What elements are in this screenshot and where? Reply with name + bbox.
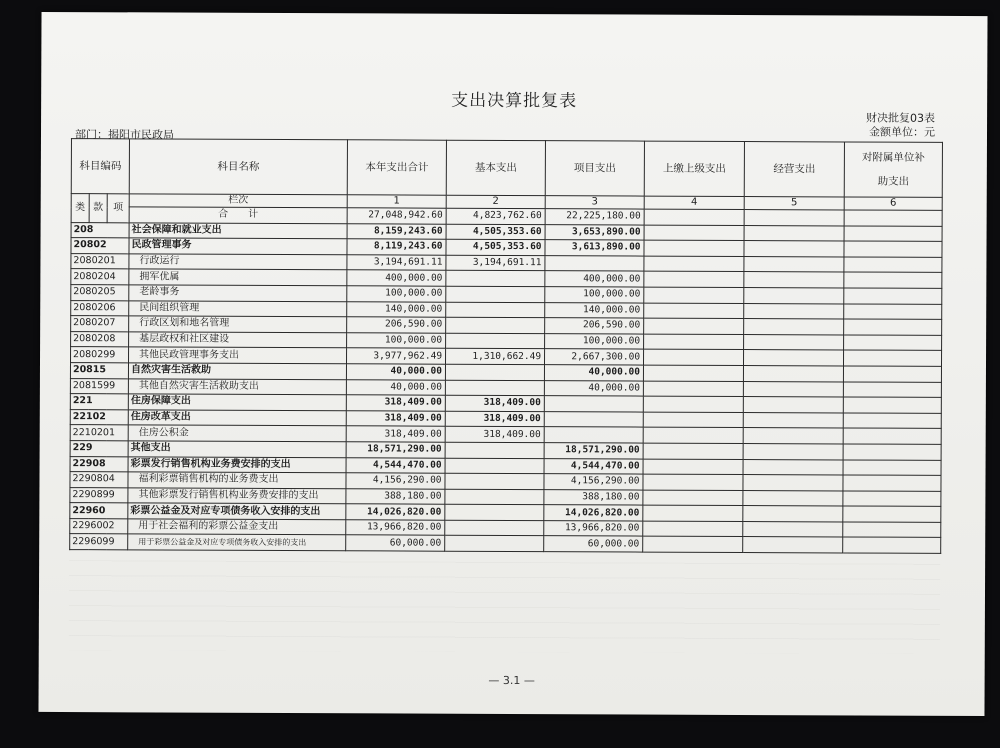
row-basic [445, 504, 544, 520]
row-code: 2081599 [70, 378, 128, 394]
row-total: 3,977,962.49 [347, 348, 446, 364]
row-code: 229 [70, 440, 128, 456]
header-kuan: 款 [89, 194, 107, 223]
row-basic [445, 489, 544, 505]
total-subsidy [844, 210, 942, 226]
row-name: 自然灾害生活救助 [128, 363, 346, 380]
row-upper [643, 490, 743, 506]
total-business [744, 210, 844, 226]
row-business [744, 241, 844, 257]
row-name: 其他自然灾害生活救助支出 [128, 378, 346, 395]
row-subsidy [843, 413, 941, 429]
row-basic [445, 473, 544, 489]
row-name: 其他民政管理事务支出 [129, 347, 347, 364]
row-upper [643, 381, 743, 397]
row-total: 400,000.00 [347, 270, 446, 286]
row-name: 彩票公益金及对应专项债务收入安排的支出 [128, 503, 346, 520]
header-project: 项目支出 [545, 141, 644, 196]
row-basic [445, 364, 544, 380]
total-label: 合 计 [129, 207, 347, 224]
row-name: 其他支出 [128, 441, 346, 458]
row-subsidy [844, 272, 942, 288]
row-subsidy [844, 241, 942, 257]
row-name: 老龄事务 [129, 285, 347, 302]
row-name: 用于彩票公益金及对应专项债务收入安排的支出 [128, 534, 346, 551]
row-total: 140,000.00 [347, 301, 446, 317]
row-name: 住房公积金 [128, 425, 346, 442]
col-index-4: 4 [644, 196, 744, 209]
row-subsidy [843, 522, 941, 538]
row-business [743, 412, 843, 428]
row-basic [446, 286, 545, 302]
row-total: 8,159,243.60 [347, 223, 446, 239]
row-subsidy [843, 428, 941, 444]
row-business [743, 537, 843, 553]
row-total: 100,000.00 [347, 286, 446, 302]
header-basic: 基本支出 [446, 140, 545, 195]
row-name: 其他彩票发行销售机构业务费安排的支出 [128, 488, 346, 505]
row-name: 彩票发行销售机构业务费安排的支出 [128, 456, 346, 473]
row-code: 2080299 [71, 347, 129, 363]
row-total: 4,156,290.00 [346, 473, 445, 489]
page-number: — 3.1 — [488, 673, 535, 688]
row-total: 4,544,470.00 [346, 457, 445, 473]
row-name: 基层政权和社区建设 [129, 332, 347, 349]
row-code: 2080206 [71, 300, 129, 316]
row-subsidy [844, 257, 942, 273]
row-total: 13,966,820.00 [346, 520, 445, 536]
row-business [743, 365, 843, 381]
row-name: 住房改革支出 [128, 410, 346, 427]
row-business [744, 303, 844, 319]
row-basic: 1,310,662.49 [446, 349, 545, 365]
row-project: 4,156,290.00 [544, 474, 643, 490]
row-total: 206,590.00 [347, 317, 446, 333]
total-basic: 4,823,762.60 [446, 208, 545, 224]
row-basic: 318,409.00 [445, 427, 544, 443]
col-index-2: 2 [446, 195, 545, 208]
row-business [743, 506, 843, 522]
row-subsidy [843, 381, 941, 397]
row-code: 2080201 [71, 253, 129, 269]
row-business [744, 256, 844, 272]
row-code: 2296002 [70, 518, 128, 534]
row-total: 18,571,290.00 [346, 442, 445, 458]
row-upper [644, 225, 744, 241]
row-business [743, 381, 843, 397]
row-project: 40,000.00 [544, 365, 643, 381]
row-upper [644, 303, 744, 319]
row-basic [445, 458, 544, 474]
row-project: 3,653,890.00 [545, 224, 644, 240]
row-business [743, 521, 843, 537]
row-total: 388,180.00 [346, 488, 445, 504]
row-total: 8,119,243.60 [347, 239, 446, 255]
total-total: 27,048,942.60 [347, 208, 446, 224]
row-code: 22102 [70, 409, 128, 425]
department-label: 部门：揭阳市民政局 [74, 128, 175, 142]
row-total: 100,000.00 [347, 333, 446, 349]
row-total: 40,000.00 [346, 364, 445, 380]
row-upper [643, 443, 743, 459]
row-code: 20802 [71, 238, 129, 254]
row-code: 2210201 [70, 425, 128, 441]
row-project: 2,667,300.00 [545, 349, 644, 365]
row-code: 221 [70, 394, 128, 410]
document-page [38, 12, 987, 716]
row-upper [644, 318, 744, 334]
row-code: 208 [71, 222, 129, 238]
header-business: 经营支出 [744, 142, 844, 197]
row-business [743, 428, 843, 444]
row-code: 2080204 [71, 269, 129, 285]
row-code: 2290804 [70, 472, 128, 488]
total-project: 22,225,180.00 [545, 209, 644, 225]
row-name: 福利彩票销售机构的业务费支出 [128, 472, 346, 489]
row-subsidy [843, 491, 941, 507]
row-project: 100,000.00 [545, 287, 644, 303]
row-project: 14,026,820.00 [544, 505, 643, 521]
header-name: 科目名称 [129, 139, 347, 195]
row-basic: 3,194,691.11 [446, 255, 545, 271]
col-index-1: 1 [347, 195, 446, 208]
row-upper [644, 240, 744, 256]
header-xiang: 项 [107, 194, 129, 223]
row-subsidy [844, 288, 942, 304]
row-name: 行政运行 [129, 254, 347, 271]
row-basic [445, 520, 544, 536]
expenditure-table-wrap [69, 138, 942, 554]
row-upper [644, 334, 744, 350]
row-subsidy [843, 506, 941, 522]
row-subsidy [844, 335, 942, 351]
row-name: 用于社会福利的彩票公益金支出 [128, 519, 346, 536]
row-basic: 318,409.00 [445, 411, 544, 427]
row-subsidy [843, 475, 941, 491]
row-business [743, 490, 843, 506]
row-project: 13,966,820.00 [544, 521, 643, 537]
row-business [743, 443, 843, 459]
row-business [743, 397, 843, 413]
row-project: 100,000.00 [545, 333, 644, 349]
header-subsidy: 对附属单位补助支出 [844, 142, 942, 197]
row-code: 2290899 [70, 487, 128, 503]
row-project: 400,000.00 [545, 271, 644, 287]
row-upper [643, 365, 743, 381]
header-total: 本年支出合计 [347, 140, 446, 195]
row-business [744, 350, 844, 366]
row-basic [445, 536, 544, 552]
row-basic [446, 302, 545, 318]
row-upper [643, 427, 743, 443]
row-subsidy [844, 350, 942, 366]
row-code: 2296099 [70, 534, 128, 550]
row-business [744, 334, 844, 350]
row-total: 14,026,820.00 [346, 504, 445, 520]
row-total: 40,000.00 [346, 379, 445, 395]
row-business [743, 459, 843, 475]
row-project: 3,613,890.00 [545, 240, 644, 256]
row-code: 20815 [70, 363, 128, 379]
row-upper [643, 521, 743, 537]
row-subsidy [843, 459, 941, 475]
row-code: 2080208 [71, 331, 129, 347]
row-project: 4,544,470.00 [544, 458, 643, 474]
header-code: 科目编码 [71, 139, 129, 194]
row-basic [446, 317, 545, 333]
row-business [743, 475, 843, 491]
row-basic: 4,505,353.60 [446, 224, 545, 240]
row-basic [446, 271, 545, 287]
row-code: 2080205 [71, 285, 129, 301]
row-project: 140,000.00 [545, 302, 644, 318]
row-project: 40,000.00 [544, 380, 643, 396]
row-name: 拥军优属 [129, 269, 347, 286]
row-subsidy [844, 304, 942, 320]
row-subsidy [843, 397, 941, 413]
row-name: 住房保障支出 [128, 394, 346, 411]
row-upper [643, 474, 743, 490]
row-business [744, 272, 844, 288]
row-name: 行政区划和地名管理 [129, 316, 347, 333]
row-basic [445, 380, 544, 396]
col-index-3: 3 [545, 196, 644, 209]
row-project [544, 396, 643, 412]
col-index-5: 5 [744, 197, 844, 210]
row-project: 388,180.00 [544, 489, 643, 505]
row-subsidy [843, 444, 941, 460]
row-subsidy [843, 537, 941, 553]
row-total: 3,194,691.11 [347, 255, 446, 271]
row-name: 民政管理事务 [129, 238, 347, 255]
row-project [544, 427, 643, 443]
row-basic [446, 333, 545, 349]
row-upper [644, 349, 744, 365]
row-business [744, 319, 844, 335]
row-project: 206,590.00 [545, 318, 644, 334]
table-row [70, 534, 941, 553]
row-upper [643, 412, 743, 428]
row-upper [644, 256, 744, 272]
row-upper [643, 537, 743, 553]
row-basic [445, 442, 544, 458]
row-project: 18,571,290.00 [544, 443, 643, 459]
row-upper [643, 396, 743, 412]
amount-unit: 金额单位：元 [868, 125, 936, 139]
row-total: 318,409.00 [346, 426, 445, 442]
row-upper [643, 505, 743, 521]
row-project [545, 255, 644, 271]
document-title: 支出决算批复表 [451, 90, 578, 112]
row-business [744, 287, 844, 303]
bleed-through-lines [69, 560, 940, 654]
row-subsidy [843, 366, 941, 382]
total-upper [644, 209, 744, 225]
row-total: 318,409.00 [346, 410, 445, 426]
header-lei: 类 [71, 194, 89, 223]
row-code: 2080207 [71, 316, 129, 332]
row-name: 民间组织管理 [129, 300, 347, 317]
row-subsidy [844, 226, 942, 242]
row-basic: 4,505,353.60 [446, 239, 545, 255]
row-project [544, 411, 643, 427]
row-total: 60,000.00 [346, 535, 445, 551]
expenditure-table [69, 138, 943, 554]
row-upper [643, 459, 743, 475]
row-upper [644, 287, 744, 303]
col-index-6: 6 [844, 197, 942, 210]
row-upper [644, 271, 744, 287]
row-business [744, 225, 844, 241]
row-project: 60,000.00 [544, 536, 643, 552]
document-code: 财决批复03表 [866, 111, 936, 125]
row-name: 社会保障和就业支出 [129, 222, 347, 239]
row-code: 22908 [70, 456, 128, 472]
header-lanci: 栏次 [129, 194, 347, 208]
header-upper: 上缴上级支出 [644, 141, 744, 196]
row-code: 22960 [70, 503, 128, 519]
header-row [71, 139, 942, 198]
row-subsidy [844, 319, 942, 335]
row-total: 318,409.00 [346, 395, 445, 411]
row-basic: 318,409.00 [445, 395, 544, 411]
